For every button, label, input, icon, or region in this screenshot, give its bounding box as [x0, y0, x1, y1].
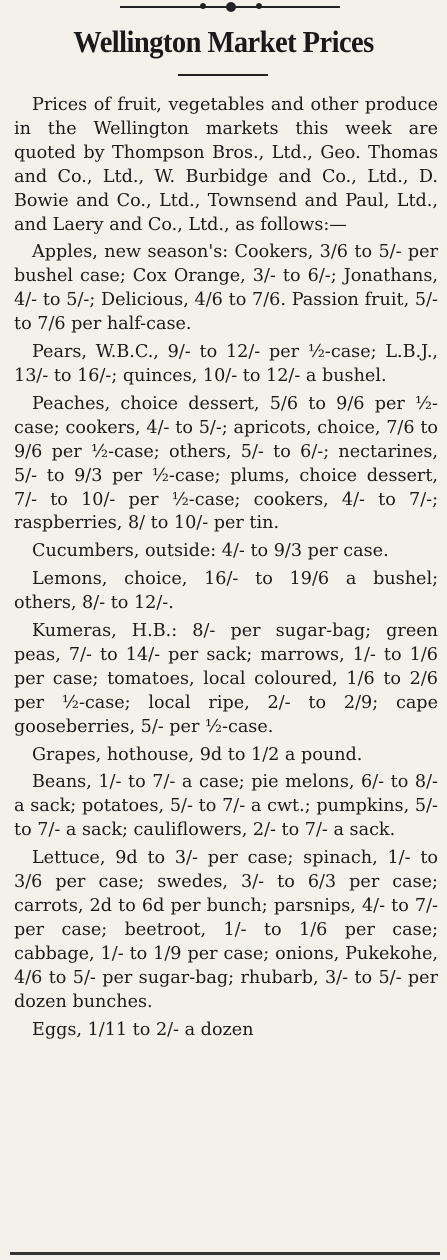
article-body [14, 94, 438, 1046]
ornament-dot [256, 3, 262, 9]
beans-paragraph: Beans, 1/- to 7/- a case; pie melons, 6/- to 8/- a sack; potatoes, 5/- to 7/- a cwt.; pumpkins, 5/- to 7/- a sack; cauliflowers, 2/- to 7/- a sack. [14, 772, 438, 841]
ornament-dot [226, 2, 236, 12]
headline-underline [178, 74, 268, 76]
article-headline: Wellington Market Prices [73, 24, 374, 59]
pears-paragraph: Pears, W.B.C., 9/- to 12/- per ½-case; L.B.J., 13/- to 16/-; quinces, 10/- to 12/- a bushel. [14, 342, 438, 386]
peaches-paragraph: Peaches, choice dessert, 5/6 to 9/6 per ½-case; cookers, 4/- to 5/-; apricots, choice, 7/6 to 9/6 per ½-case; others, 5/- to 6/-; nectarines, 5/- to 9/3 per ½-case; plums, choice dessert, 7/- to 10/- per ½-case; cookers, 4/- to 7/-; raspberries, 8/ to 10/- per tin. [14, 393, 438, 534]
ornamental-top-rule [120, 6, 340, 8]
bottom-rule [10, 1252, 440, 1255]
apples-paragraph: Apples, new season's: Cookers, 3/6 to 5/- per bushel case; Cox Orange, 3/- to 6/-; Jonathans, 4/- to 5/-; Delicious, 4/6 to 7/6. Passion fruit, 5/- to 7/6 per half-case. [14, 242, 438, 335]
kumeras-paragraph: Kumeras, H.B.: 8/- per sugar-bag; green peas, 7/- to 14/- per sack; marrows, 1/- to 1/6 per case; tomatoes, local coloured, 1/6 to 2/6 per ½-case; local ripe, 2/- to 2/9; cape gooseberries, 5/- per ½-case. [14, 621, 438, 737]
lettuce-paragraph: Lettuce, 9d to 3/- per case; spinach, 1/- to 3/6 per case; swedes, 3/- to 6/3 per case; carrots, 2d to 6d per bunch; parsnips, 4/- to 7/- per case; beetroot, 1/- to 1/6 per case; cabbage, 1/- to 1/9 per case; onions, Pukekohe, 4/6 to 5/- per sugar-bag; rhubarb, 3/- to 5/- per dozen bunches. [14, 848, 438, 1012]
lemons-paragraph: Lemons, choice, 16/- to 19/6 a bushel; others, 8/- to 12/-. [14, 569, 438, 614]
cucumbers-paragraph: Cucumbers, outside: 4/- to 9/3 per case. [32, 541, 389, 562]
grapes-paragraph: Grapes, hothouse, 9d to 1/2 a pound. [32, 744, 363, 765]
ornament-dot [200, 3, 206, 9]
eggs-paragraph: Eggs, 1/11 to 2/- a dozen [32, 1019, 254, 1040]
intro-paragraph: Prices of fruit, vegetables and other produce in the Wellington markets this week are quoted by Thompson Bros., Ltd., Geo. Thomas and Co., Ltd., W. Burbidge and Co., Ltd., D. Bowie and Co., Ltd., Townsend and Paul, Ltd., and Laery and Co., Ltd., as follows:— [14, 95, 438, 235]
